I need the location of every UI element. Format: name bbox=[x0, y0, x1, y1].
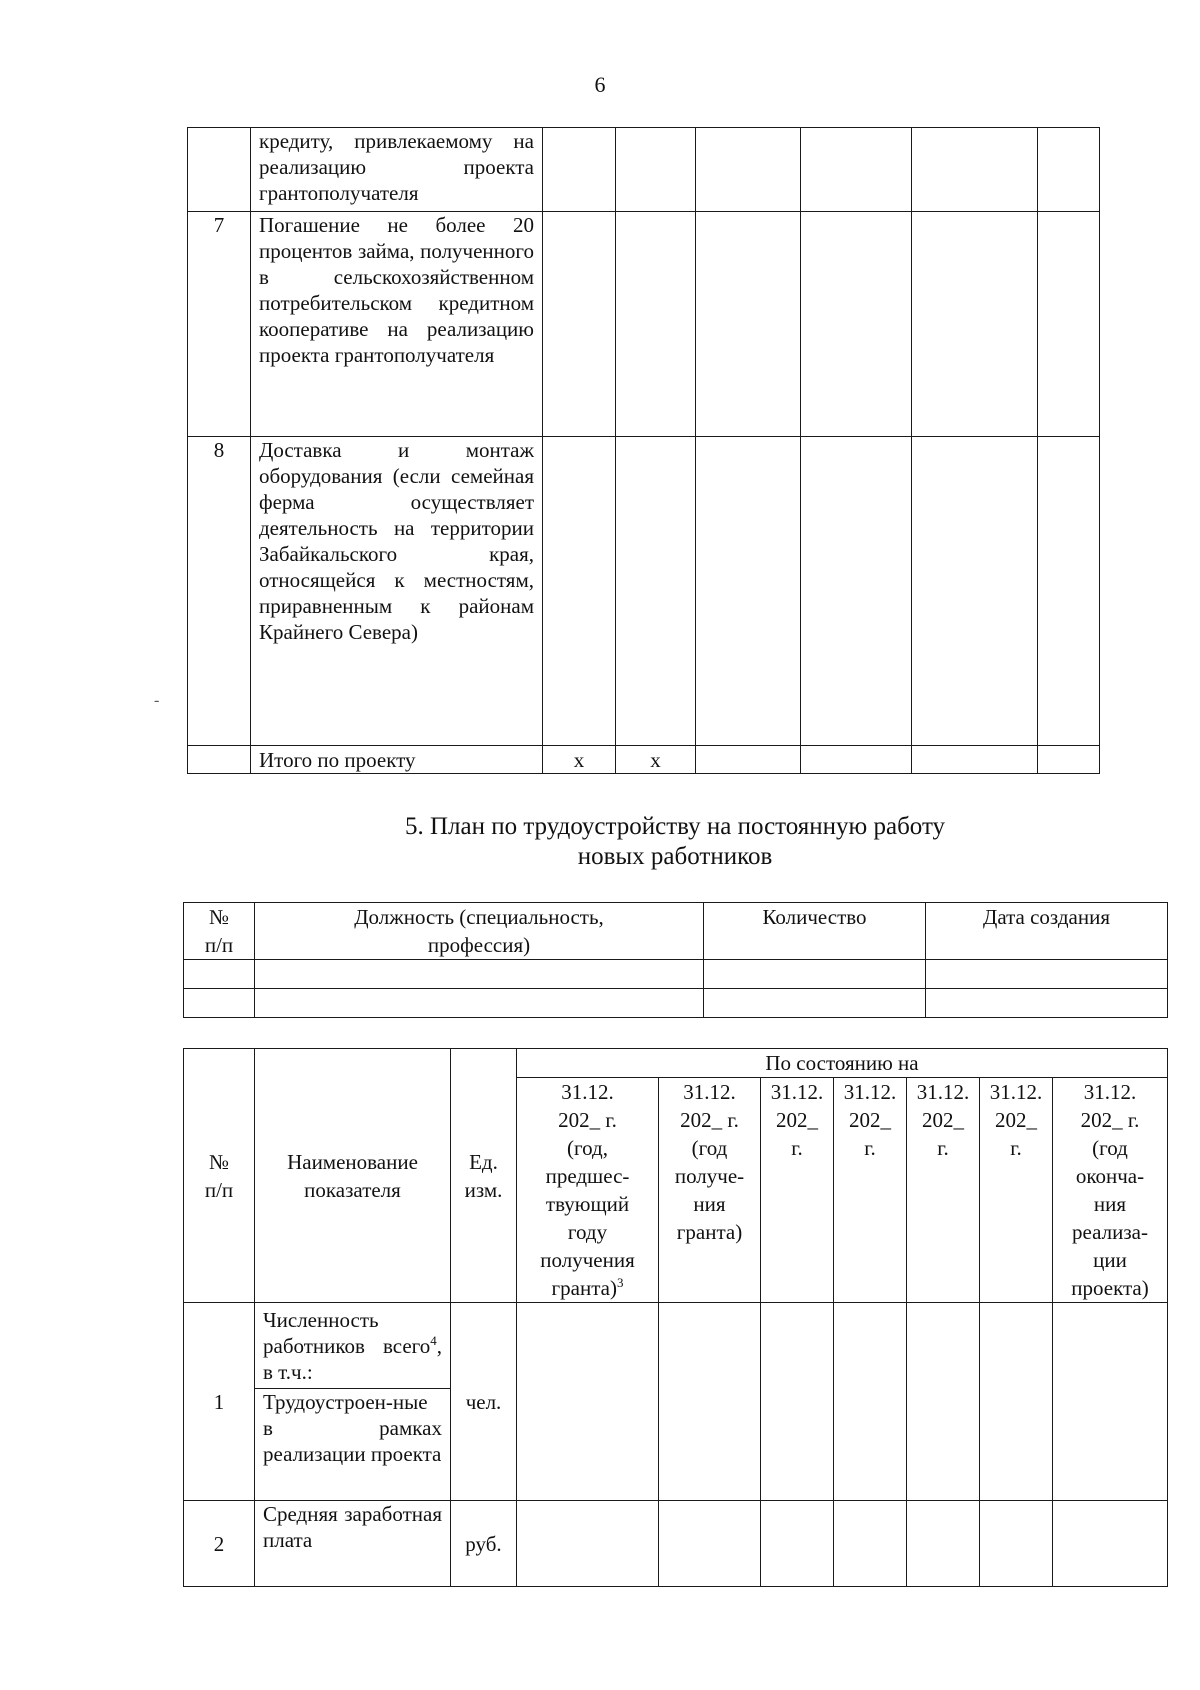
table-row bbox=[184, 1303, 1168, 1389]
row-description: кредиту, привлекаемому на реализацию проекта грантополучателя bbox=[251, 128, 543, 212]
date-col-header: 31.12. 202_ г. (год, предшес- твующий году получения гранта)$^3$ bbox=[517, 1078, 659, 1303]
table-header-row bbox=[184, 1049, 1168, 1078]
section-heading bbox=[300, 812, 1050, 872]
unit-header: Ед. изм. bbox=[451, 1049, 517, 1303]
date-col-header: 31.12. 202_ г. bbox=[980, 1078, 1053, 1303]
table-header-row bbox=[184, 903, 1168, 960]
date-col-header: 31.12. 202_ г. (год оконча- ния реализа- ции проекта) bbox=[1053, 1078, 1168, 1303]
date-col-header: 31.12. 202_ г. bbox=[834, 1078, 907, 1303]
budget-table bbox=[187, 127, 1100, 774]
footnote-mark: 4 bbox=[430, 1333, 437, 1348]
row-number: 2 bbox=[184, 1501, 255, 1587]
indicator-name: Средняя заработная плата bbox=[255, 1501, 451, 1587]
table-row bbox=[184, 960, 1168, 989]
row-number: 7 bbox=[188, 212, 251, 437]
indicators-table bbox=[183, 1048, 1168, 1587]
num-header: № п/п bbox=[184, 903, 255, 960]
total-x-mark: х bbox=[543, 746, 616, 774]
total-row bbox=[188, 746, 1100, 774]
date-col-header: 31.12. 202_ г. (год получе- ния гранта) bbox=[659, 1078, 761, 1303]
num-header: № п/п bbox=[184, 1049, 255, 1303]
table-row bbox=[184, 989, 1168, 1018]
position-header: Должность (специальность, профессия) bbox=[255, 903, 704, 960]
scan-artifact: - bbox=[154, 692, 160, 709]
date-col-header: 31.12. 202_ г. bbox=[761, 1078, 834, 1303]
unit-value: руб. bbox=[451, 1501, 517, 1587]
as-of-header: По состоянию на bbox=[517, 1049, 1168, 1078]
quantity-header: Количество bbox=[704, 903, 926, 960]
row-number: 1 bbox=[184, 1303, 255, 1501]
row-number: 8 bbox=[188, 437, 251, 746]
unit-value: чел. bbox=[451, 1303, 517, 1501]
row-description: Погашение не более 20 процентов займа, полученного в сельскохозяйственном потребительском кредитном кооперативе на реализацию проекта грантополучателя bbox=[251, 212, 543, 437]
total-x-mark: х bbox=[616, 746, 696, 774]
page-number: 6 bbox=[594, 72, 606, 97]
table-row bbox=[188, 128, 1100, 212]
table-row bbox=[188, 437, 1100, 746]
date-header: Дата создания bbox=[926, 903, 1168, 960]
section-heading-line2: новых работников bbox=[577, 843, 773, 870]
total-label: Итого по проекту bbox=[251, 746, 543, 774]
employment-table bbox=[183, 902, 1168, 1018]
table-row bbox=[184, 1501, 1168, 1587]
indicator-name: Численность работников всего$^4$, в т.ч.: bbox=[255, 1303, 451, 1389]
date-col-header: 31.12. 202_ г. bbox=[907, 1078, 980, 1303]
row-number bbox=[188, 128, 251, 212]
row-description: Доставка и монтаж оборудования (если семейная ферма осуществляет деятельность на территории Забайкальского края, относящейся к местностям, приравненным к районам Крайнего Севера) bbox=[251, 437, 543, 746]
table-row bbox=[188, 212, 1100, 437]
footnote-mark: 3 bbox=[616, 1275, 624, 1290]
section-heading-line1: 5. План по трудоустройству на постоянную работу bbox=[404, 813, 946, 840]
indicator-name: Трудоустроен-ные в рамках реализации проекта bbox=[255, 1389, 451, 1501]
indicator-name-header: Наименование показателя bbox=[255, 1049, 451, 1303]
